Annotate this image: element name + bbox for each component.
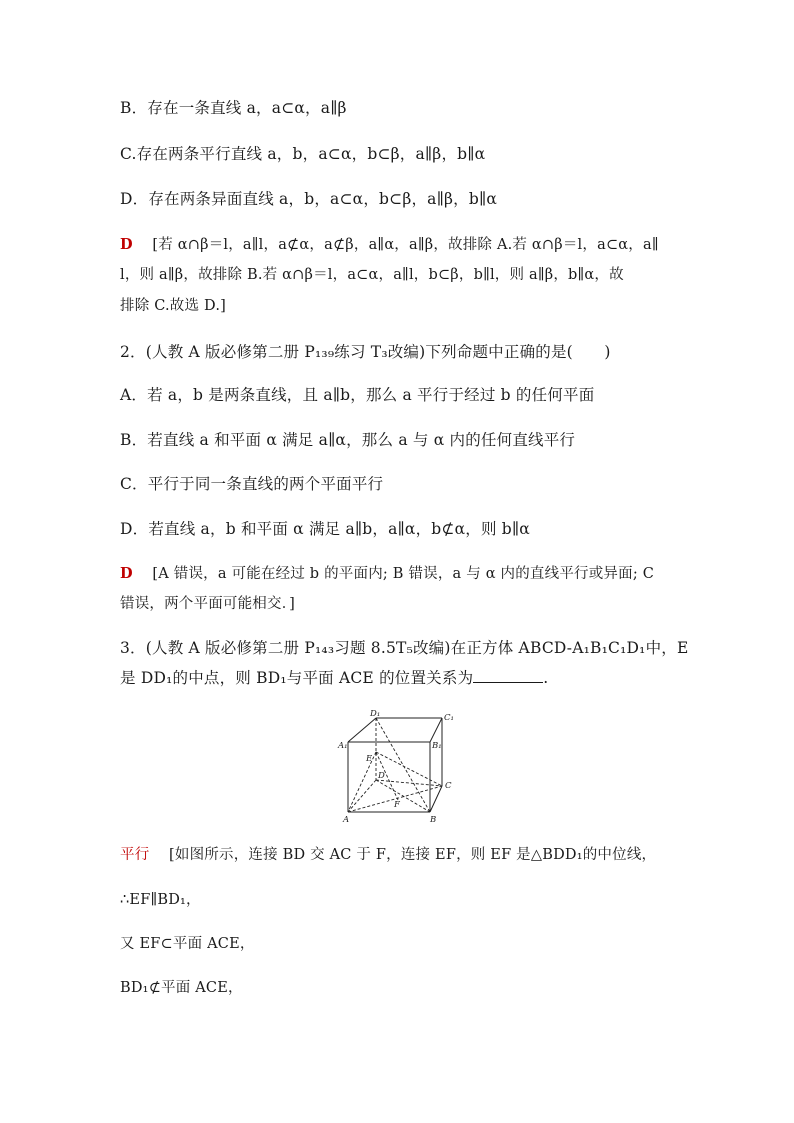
q3-answer-word: 平行 — [120, 847, 150, 863]
q3-stem-line-2 — [120, 666, 548, 688]
q1-explanation-line-1 — [120, 233, 659, 254]
q1-explanation-text-1: [若 α∩β＝l，a∥l，a⊄α，a⊄β，a∥α，a∥β，故排除 A.若 α∩β＝l，a⊂α，a∥ — [152, 237, 659, 253]
label-a1: A₁ — [338, 741, 348, 751]
answer-blank — [473, 668, 543, 683]
label-a: A — [343, 815, 350, 824]
q2-option-a: A．若 a，b 是两条直线，且 a∥b，那么 a 平行于经过 b 的任何平面 — [120, 386, 595, 404]
q2-answer-letter: D — [120, 565, 133, 582]
q3-explanation-text-1: [如图所示，连接 BD 交 AC 于 F，连接 EF，则 EF 是△BDD₁的中位线， — [169, 847, 657, 863]
q1-explanation-line-3: 排除 C.故选 D.] — [120, 298, 226, 314]
label-b: B — [430, 815, 437, 824]
q2-option-b: B．若直线 a 和平面 α 满足 a∥α，那么 a 与 α 内的任何直线平行 — [120, 431, 576, 449]
label-d: D — [378, 771, 385, 781]
q1-option-d: D．存在两条异面直线 a，b，a⊂α，b⊂β，a∥β，b∥α — [120, 190, 497, 208]
q3-stem-period: . — [543, 669, 549, 687]
label-f: F — [394, 800, 400, 810]
q2-explanation-line-1 — [120, 562, 654, 583]
q3-explanation-line-3: 又 EF⊂平面 ACE， — [120, 936, 255, 952]
q2-explanation-line-2: 错误，两个平面可能相交．] — [120, 596, 296, 612]
label-e: E — [366, 754, 373, 764]
q1-answer-letter: D — [120, 236, 133, 253]
q3-explanation-line-2: ∴EF∥BD₁， — [120, 892, 201, 908]
q1-explanation-line-2: l，则 a∥β，故排除 B.若 α∩β＝l，a⊂α，a∥l，b⊂β，b∥l，则 a∥β，b∥α，故 — [120, 267, 624, 283]
q2-option-c: C．平行于同一条直线的两个平面平行 — [120, 475, 384, 493]
q3-explanation-line-1 — [120, 843, 656, 864]
q2-explanation-text-1: [A 错误，a 可能在经过 b 的平面内; B 错误，a 与 α 内的直线平行或异面; C — [152, 566, 655, 582]
q3-stem-line-1: 3．(人教 A 版必修第二册 P₁₄₃习题 8.5T₅改编)在正方体 ABCD-A₁B₁C₁D₁中，E — [120, 639, 689, 657]
label-b1: B₁ — [432, 741, 442, 751]
label-c1: C₁ — [444, 713, 454, 723]
q1-option-b: B．存在一条直线 a，a⊂α，a∥β — [120, 99, 347, 117]
label-d1: D₁ — [370, 709, 381, 719]
q2-stem: 2．(人教 A 版必修第二册 P₁₃₉练习 T₃改编)下列命题中正确的是( ) — [120, 343, 611, 361]
label-c: C — [445, 781, 452, 791]
q2-option-d: D．若直线 a，b 和平面 α 满足 a∥b，a∥α，b⊄α，则 b∥α — [120, 520, 530, 538]
q3-stem-text: 是 DD₁的中点，则 BD₁与平面 ACE 的位置关系为 — [120, 669, 474, 687]
cube-figure — [336, 708, 460, 824]
q3-explanation-line-4: BD₁⊄平面 ACE， — [120, 980, 243, 996]
q1-option-c: C.存在两条平行直线 a，b，a⊂α，b⊂β，a∥β，b∥α — [120, 145, 486, 163]
